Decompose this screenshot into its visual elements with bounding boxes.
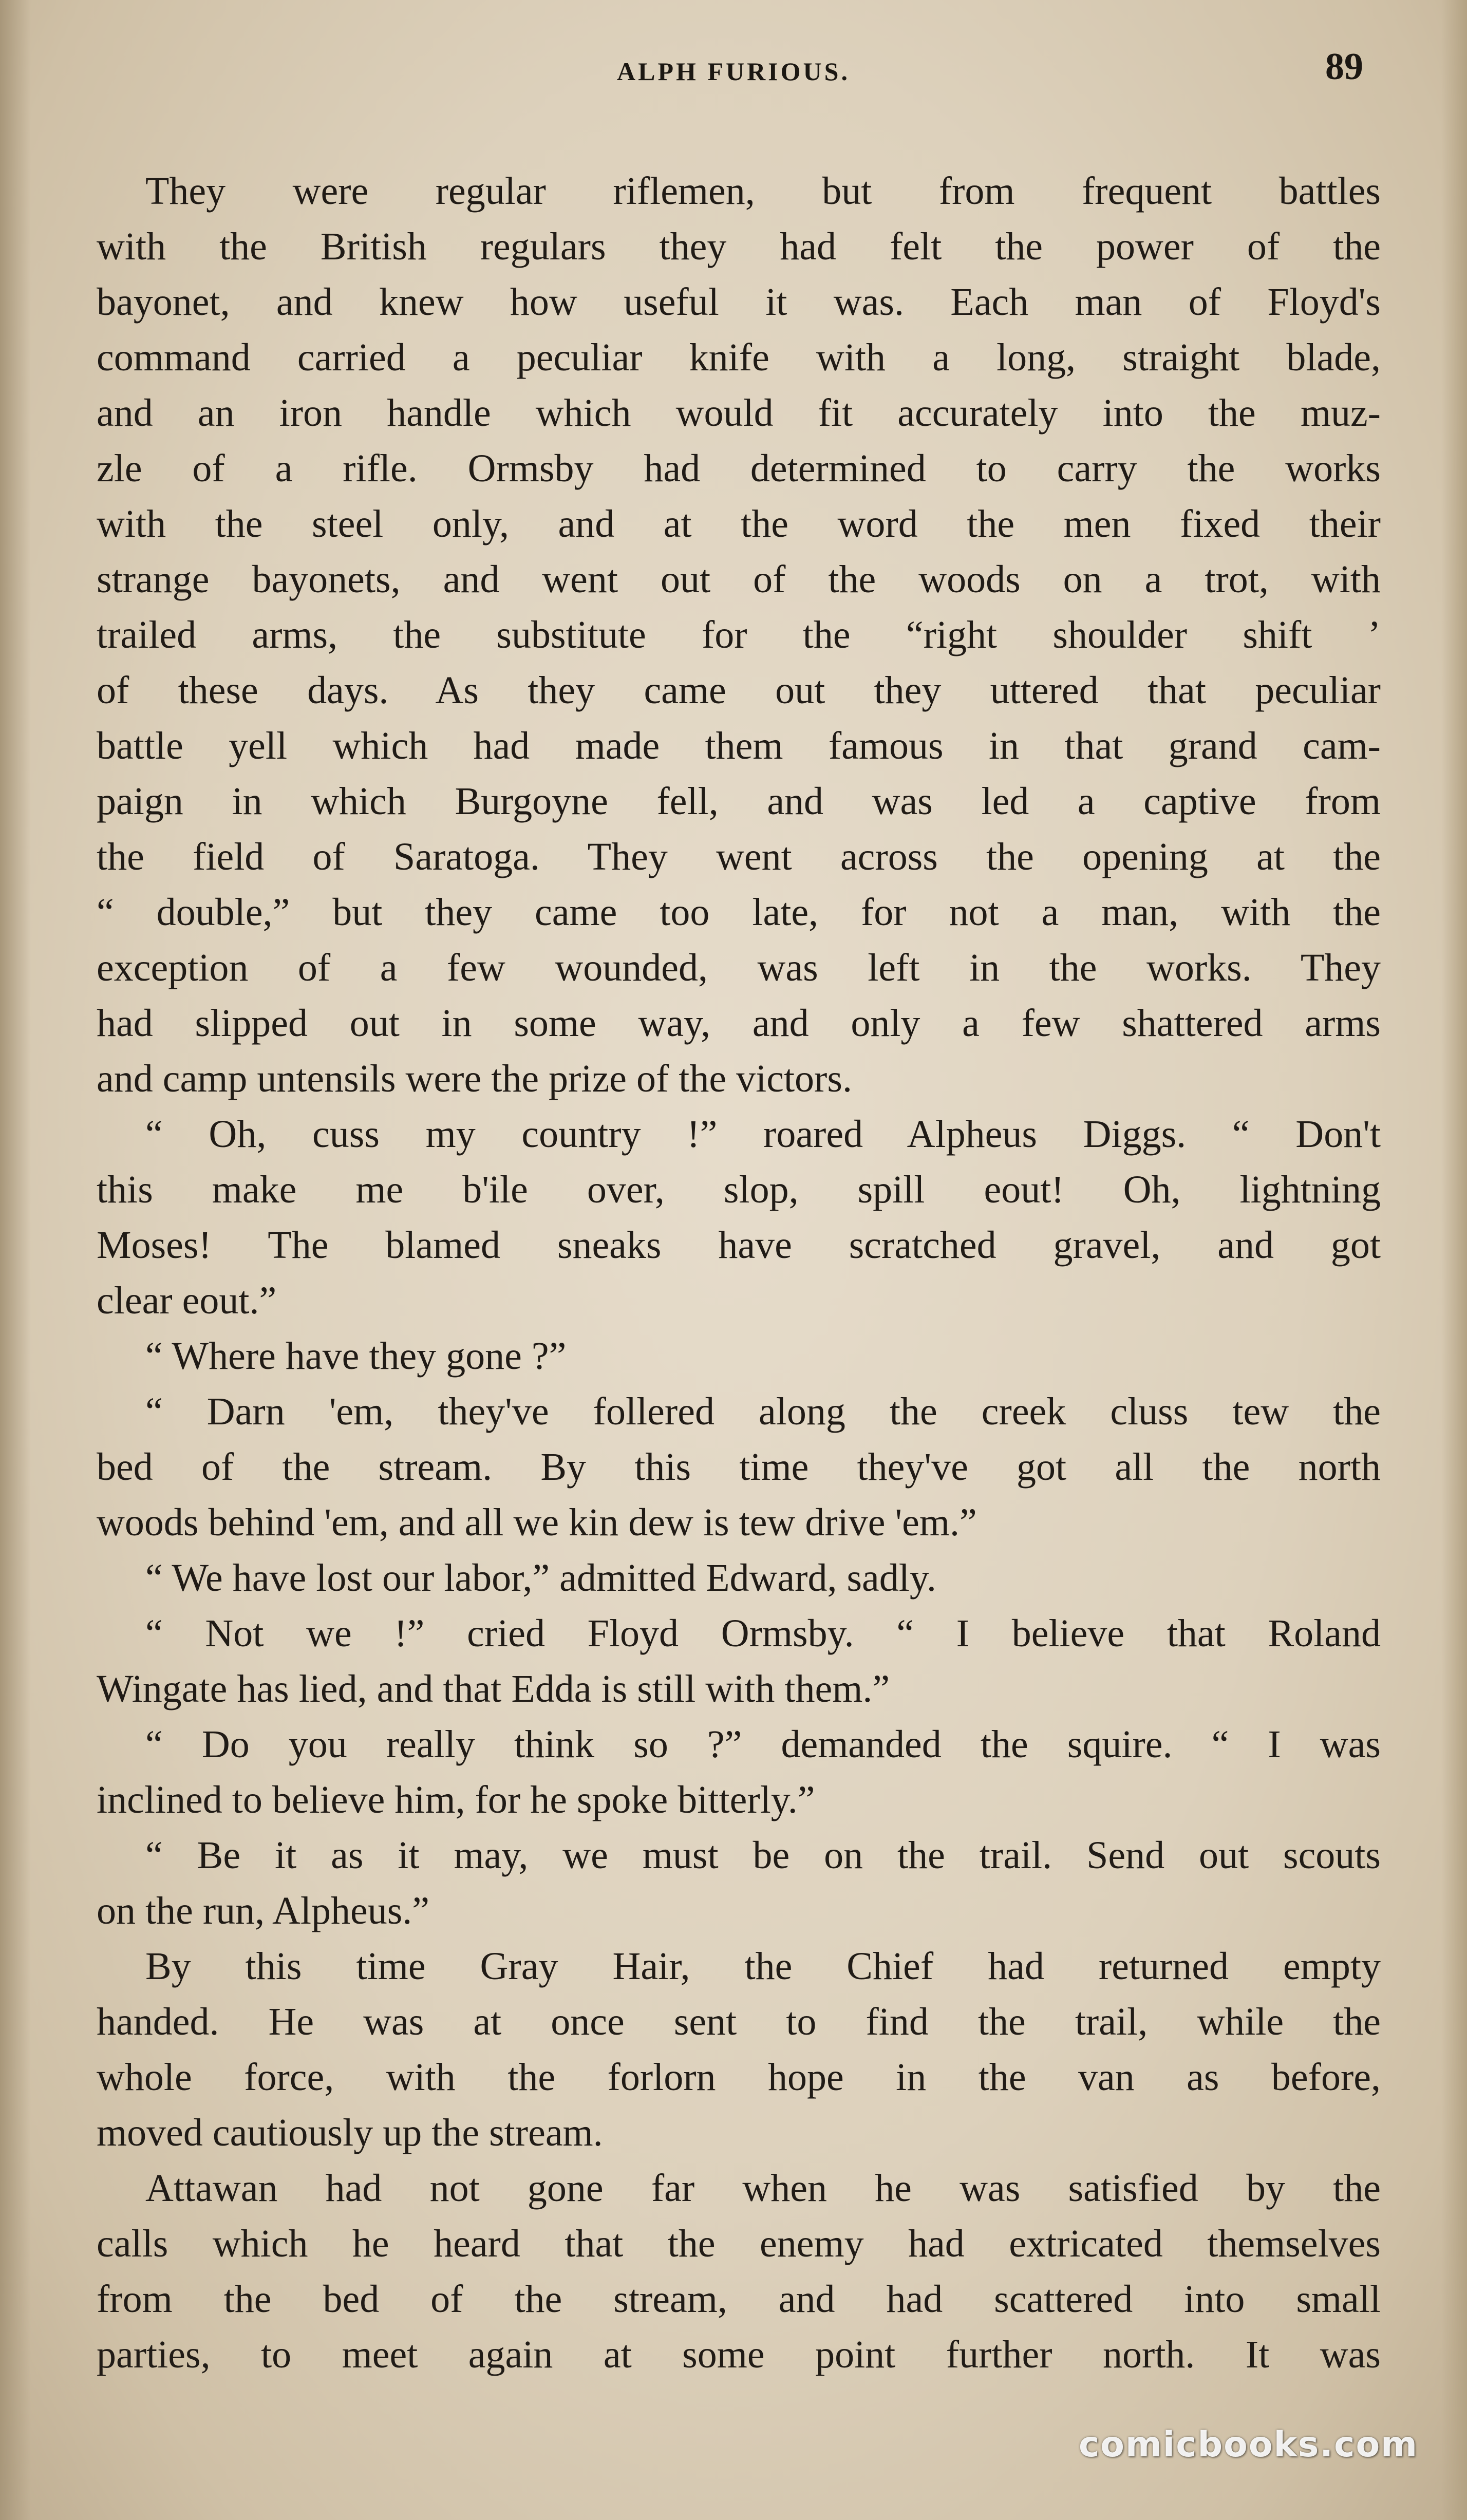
- page-shadow-right: [1441, 0, 1467, 2520]
- text-line: this make me b'ile over, slop, spill eout! Oh, lightning: [97, 1168, 1381, 1211]
- text-line: moved cautiously up the stream.: [97, 2111, 603, 2154]
- running-head-title: ALPH FURIOUS.: [617, 57, 850, 86]
- text-line: battle yell which had made them famous in that grand cam-: [97, 724, 1381, 767]
- text-line: “ Not we !” cried Floyd Ormsby. “ I believe that Roland: [145, 1612, 1381, 1655]
- text-line: command carried a peculiar knife with a long, straight blade,: [97, 336, 1381, 379]
- text-line: Moses! The blamed sneaks have scratched gravel, and got: [97, 1224, 1381, 1267]
- text-line: “ We have lost our labor,” admitted Edward, sadly.: [145, 1556, 936, 1600]
- text-line: had slipped out in some way, and only a few shattered arms: [97, 1002, 1381, 1045]
- text-line: calls which he heard that the enemy had extricated themselves: [97, 2222, 1381, 2265]
- text-line: with the steel only, and at the word the men fixed their: [97, 502, 1381, 546]
- text-line: of these days. As they came out they uttered that peculiar: [97, 669, 1381, 712]
- text-line: woods behind 'em, and all we kin dew is tew drive 'em.”: [97, 1501, 977, 1544]
- text-line: “ double,” but they came too late, for not a man, with the: [97, 891, 1381, 934]
- text-line: inclined to believe him, for he spoke bitterly.”: [97, 1778, 815, 1821]
- text-line: handed. He was at once sent to find the trail, while the: [97, 2000, 1381, 2043]
- text-line: “ Where have they gone ?”: [145, 1334, 567, 1378]
- text-line: and camp untensils were the prize of the victors.: [97, 1057, 852, 1100]
- text-line: whole force, with the forlorn hope in the van as before,: [97, 2056, 1381, 2099]
- body-text: [97, 163, 1381, 2382]
- text-line: bayonet, and knew how useful it was. Each man of Floyd's: [97, 280, 1381, 324]
- text-line: They were regular riflemen, but from frequent battles: [145, 170, 1381, 213]
- text-line: parties, to meet again at some point further north. It was: [97, 2333, 1381, 2376]
- text-line: with the British regulars they had felt the power of the: [97, 225, 1381, 268]
- text-line: on the run, Alpheus.”: [97, 1889, 430, 1932]
- text-line: By this time Gray Hair, the Chief had returned empty: [145, 1945, 1381, 1988]
- text-line: trailed arms, the substitute for the “right shoulder shift ’: [97, 613, 1381, 656]
- text-line: from the bed of the stream, and had scattered into small: [97, 2278, 1381, 2321]
- text-line: “ Be it as it may, we must be on the trail. Send out scouts: [145, 1834, 1381, 1877]
- text-line: the field of Saratoga. They went across the opening at the: [97, 835, 1381, 878]
- text-line: and an iron handle which would fit accurately into the muz-: [97, 391, 1381, 435]
- text-line: “ Darn 'em, they've follered along the creek cluss tew the: [145, 1390, 1381, 1433]
- text-line: Wingate has lied, and that Edda is still with them.”: [97, 1667, 890, 1710]
- text-line: strange bayonets, and went out of the woods on a trot, with: [97, 558, 1381, 601]
- watermark: comicbooks.com: [1079, 2424, 1419, 2465]
- text-line: clear eout.”: [97, 1279, 277, 1322]
- text-line: Attawan had not gone far when he was satisfied by the: [145, 2167, 1381, 2210]
- text-line: “ Do you really think so ?” demanded the squire. “ I was: [145, 1723, 1381, 1766]
- page-number: 89: [1325, 46, 1363, 88]
- text-line: paign in which Burgoyne fell, and was led a captive from: [97, 780, 1381, 823]
- page-shadow-left: [0, 0, 31, 2520]
- text-line: “ Oh, cuss my country !” roared Alpheus Diggs. “ Don't: [145, 1113, 1381, 1156]
- text-line: zle of a rifle. Ormsby had determined to carry the works: [97, 447, 1381, 490]
- text-line: exception of a few wounded, was left in the works. They: [97, 946, 1381, 989]
- text-line: bed of the stream. By this time they've got all the north: [97, 1445, 1381, 1489]
